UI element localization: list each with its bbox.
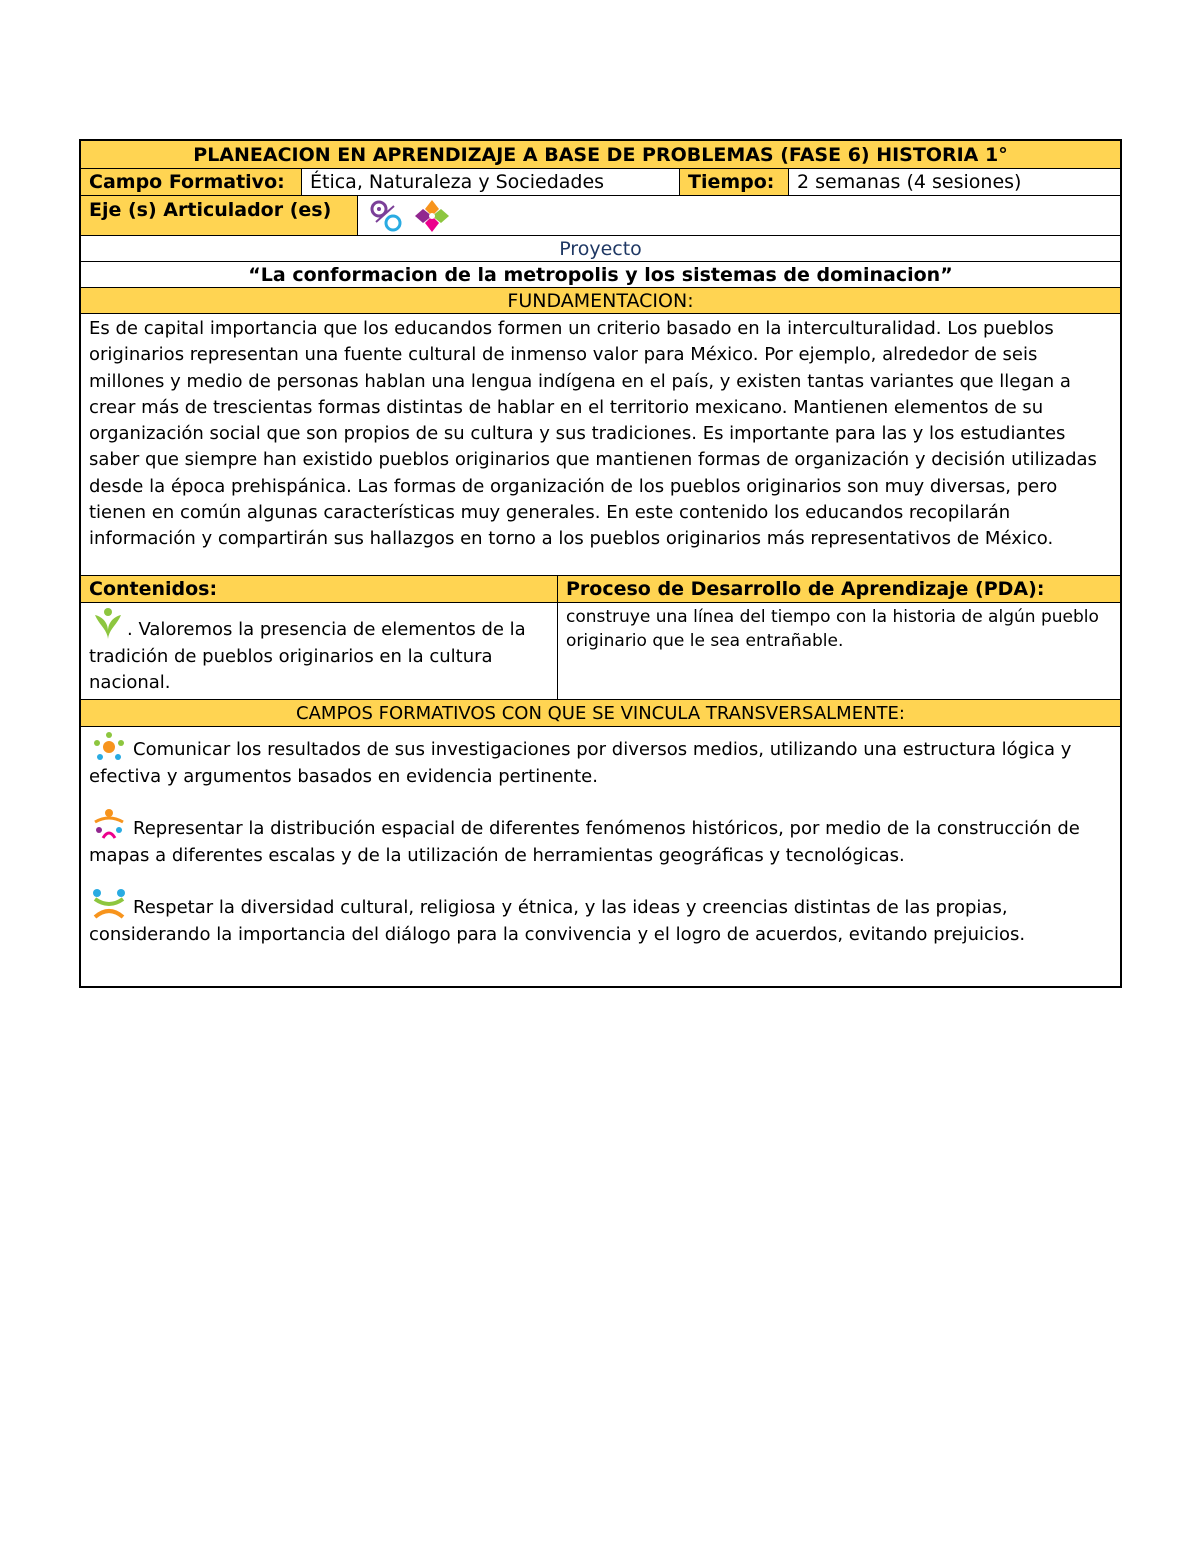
pda-text: construye una línea del tiempo con la historia de algún pueblo originario que le sea entrañable.: [566, 607, 1099, 651]
campo-value: Ética, Naturaleza y Sociedades: [302, 169, 680, 195]
campo-label: Campo Formativo:: [81, 169, 302, 195]
title-row: [81, 141, 1120, 169]
contenidos-heading: Contenidos:: [81, 576, 558, 602]
transversal-item: [89, 731, 1112, 790]
eje-label: Eje (s) Articulador (es): [81, 196, 358, 235]
transversal-item-text: Respetar la diversidad cultural, religiosa y étnica, y las ideas y creencias distintas de las propias, considerando la importancia del diálogo para la convivencia y el logro de acuerdos, evitando prejuicios.: [89, 897, 1026, 945]
eje-row: [81, 196, 1120, 236]
humano-comunitario-icon: [89, 887, 129, 921]
transversal-heading-row: [81, 700, 1120, 727]
fundamentacion-heading-row: [81, 288, 1120, 314]
transversal-item: [89, 808, 1112, 869]
page-title: PLANEACION EN APRENDIZAJE A BASE DE PROBLEMAS (FASE 6) HISTORIA 1°: [193, 143, 1008, 166]
ética-naturaleza-icon: [89, 605, 127, 641]
transversal-list: [81, 727, 1120, 986]
tiempo-value: 2 semanas (4 sesiones): [797, 171, 1022, 193]
lenguajes-icon: [89, 731, 129, 763]
saberes-icon: [89, 808, 129, 842]
campo-row: [81, 169, 1120, 196]
fundamentacion-text: Es de capital importancia que los educandos formen un criterio basado en la interculturalidad. Los pueblos originarios representan una fuente cultural de inmenso valor para México. Por ejemplo, alrededor de seis millones y medio de personas hablan una lengua indígena en el país, y existen tantas variantes que llegan a crear más de trescientas formas distintas de hablar en el territorio mexicano. Mantienen elementos de su organización social que son propios de su cultura y sus tradiciones. Es importante para las y los estudiantes saber que siempre han existido pueblos originarios que mantienen formas de organización y decisión utilizadas desde la época prehispánica. Las formas de organización de los pueblos originarios son muy diversas, pero tienen en común algunas características muy generales. En este contenido los educandos recopilarán información y compartirán sus hallazgos en torno a los pueblos originarios más representativos de México.: [89, 318, 1097, 550]
interculturalidad-icon: [412, 198, 452, 234]
project-title: “La conformacion de la metropolis y los sistemas de dominacion”: [248, 263, 953, 286]
project-label: Proyecto: [559, 237, 642, 260]
project-label-row: [81, 236, 1120, 262]
pda-cell: [558, 603, 1120, 699]
eje-icons: [358, 196, 1120, 235]
contenidos-cell: [81, 603, 558, 699]
pda-heading: Proceso de Desarrollo de Aprendizaje (PDA):: [558, 576, 1120, 602]
transversal-item: [89, 887, 1112, 948]
contenidos-row: [81, 603, 1120, 700]
transversal-item-text: Comunicar los resultados de sus investigaciones por diversos medios, utilizando una estructura lógica y efectiva y argumentos basados en evidencia pertinente.: [89, 739, 1072, 787]
planning-table: [79, 139, 1122, 988]
contenidos-heading-row: [81, 576, 1120, 603]
inclusion-icon: [366, 198, 406, 234]
tiempo-label: Tiempo:: [680, 169, 789, 195]
fundamentacion-row: [81, 314, 1120, 576]
contenidos-text: . Valoremos la presencia de elementos de la tradición de pueblos originarios en la cultura nacional.: [89, 619, 526, 693]
project-title-row: [81, 262, 1120, 288]
fundamentacion-heading: FUNDAMENTACION:: [507, 289, 694, 312]
transversal-item-text: Representar la distribución espacial de diferentes fenómenos históricos, por medio de la construcción de mapas a diferentes escalas y de la utilización de herramientas geográficas y tecnológicas.: [89, 818, 1080, 866]
transversal-heading: CAMPOS FORMATIVOS CON QUE SE VINCULA TRANSVERSALMENTE:: [296, 702, 905, 724]
